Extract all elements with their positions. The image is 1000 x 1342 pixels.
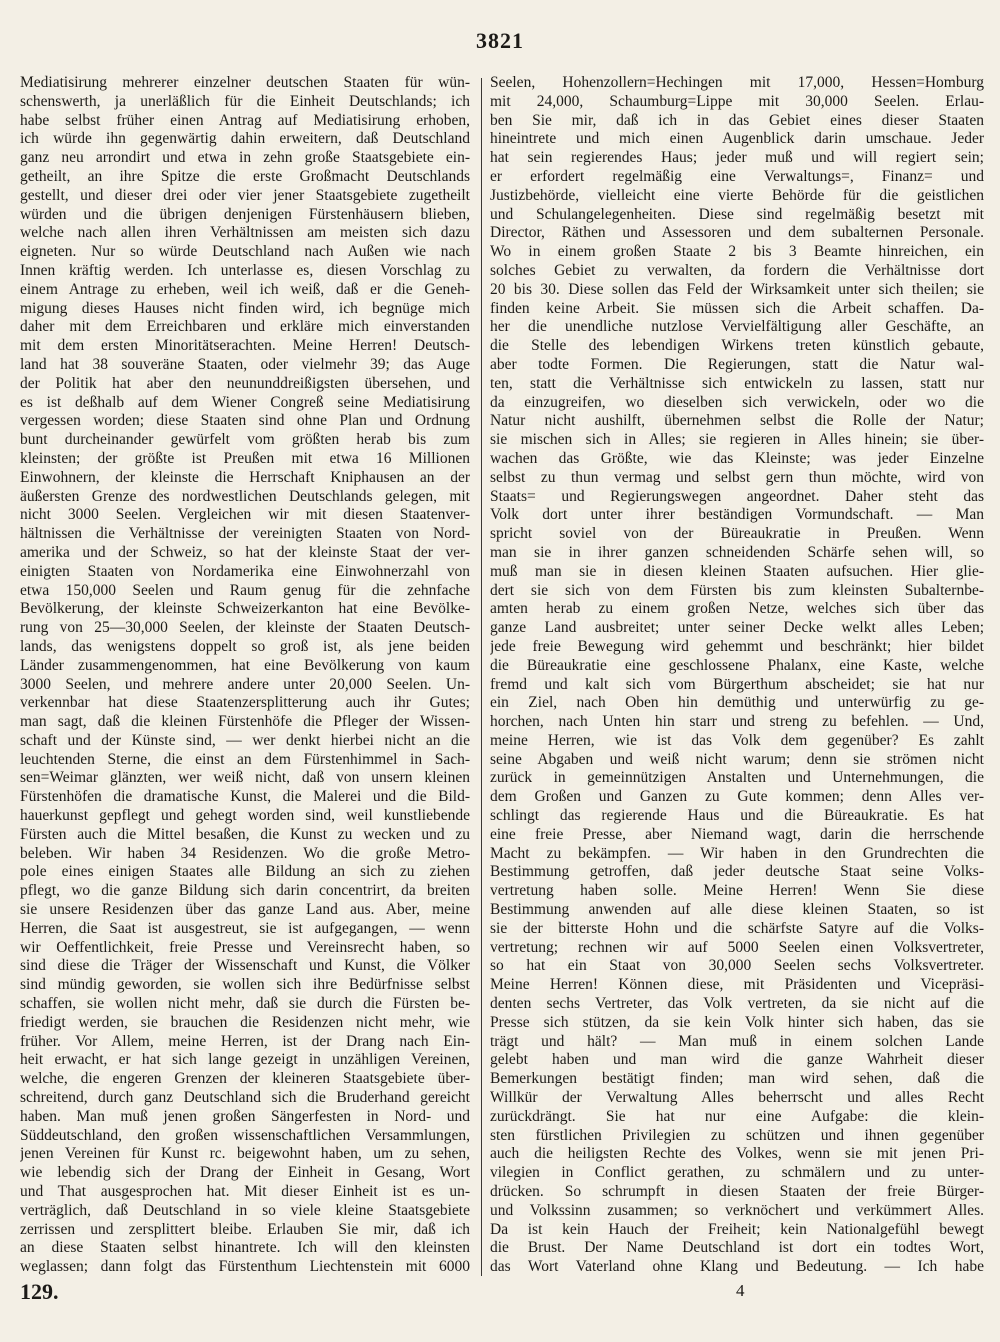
text-line: hauerkunst gepflegt und gehegt worden sind, weil kunstliebende xyxy=(20,807,470,825)
text-line: schlingt das regierende Haus und die Büreaukratie. Es hat xyxy=(490,807,984,825)
text-line: finden keine Arbeit. Sie müssen sich die Arbeit schaffen. Da- xyxy=(490,299,984,317)
text-line: vilegien in Conflict gerathen, zu schmälern und zu unter- xyxy=(490,1164,984,1182)
text-line: man sie in ihrer ganzen schneidenden Schärfe sehen will, so xyxy=(490,543,984,561)
text-line: rung von 25—30,000 Seelen, der kleinste der Staaten Deutsch- xyxy=(20,619,470,637)
text-line: sind diese die Träger der Wissenschaft und Kunst, die Völker xyxy=(20,957,470,975)
text-line: dem Großen und Ganzen zu Gute kommen; denn Alles ver- xyxy=(490,788,984,806)
text-line: Volk dort unter ihrer beständigen Vormundschaft. — Man xyxy=(490,506,984,524)
text-line: Innen kräftig werden. Ich unterlasse es, diesen Vorschlag zu xyxy=(20,261,470,279)
text-line: heit erwacht, er hat sich lange gezeigt in unzähligen Vereinen, xyxy=(20,1051,470,1069)
text-line: land hat 38 souveräne Staaten, oder vielmehr 39; das Auge xyxy=(20,355,470,373)
text-line: Macht zu bekämpfen. — Wir haben in den Grundrechten die xyxy=(490,844,984,862)
text-line: sten fürstlichen Privilegien zu schützen und ihnen gegenüber xyxy=(490,1126,984,1144)
text-line: schaffen, sie wollen nicht mehr, daß sie durch die Fürsten be- xyxy=(20,995,470,1013)
text-line: Bestimmung getroffen, daß jeder deutsche Staat seine Volks- xyxy=(490,863,984,881)
text-line: die Stelle des lebendigen Wirkens treten künstlich gebaute, xyxy=(490,337,984,355)
text-line: Justizbehörde, vielleicht eine vierte Behörde für die geistlichen xyxy=(490,186,984,204)
text-line: amerika und der Schweiz, so hat der kleinste Staat der ver- xyxy=(20,543,470,561)
text-line: pflegt, wo die ganze Bildung sich darin concentrirt, da breiten xyxy=(20,882,470,900)
text-line: nicht 3000 Seelen. Vergleichen wir mit diesen Staatenver- xyxy=(20,506,470,524)
text-line: trägt und hält? — Man muß in einem solchen Lande xyxy=(490,1032,984,1050)
text-line: Bevölkerung, der kleinste Schweizerkanton hat eine Bevölke- xyxy=(20,600,470,618)
text-line: würden und die übrigen denjenigen Fürstenhäusern blieben, xyxy=(20,205,470,223)
text-line: wir Oeffentlichkeit, freie Presse und Vereinsrecht haben, so xyxy=(20,938,470,956)
text-line: Director, Räthen und Assessoren und dem subalternen Personale. xyxy=(490,224,984,242)
text-line: mit 24,000, Schaumburg=Lippe mit 30,000 Seelen. Erlau- xyxy=(490,92,984,110)
text-line: solches Gebiet zu verwalten, da fordern die Verhältnisse dort xyxy=(490,261,984,279)
text-line: gelebt haben und man wird die ganze Wahrheit dieser xyxy=(490,1051,984,1069)
text-line: Natur nicht aushilft, übernehmen selbst die Rolle der Natur; xyxy=(490,412,984,430)
text-line: er erfordert regelmäßig eine Verwaltungs=, Finanz= und xyxy=(490,167,984,185)
text-line: lands, das wenigstens doppelt so groß ist, als jene beiden xyxy=(20,637,470,655)
text-line: eigneten. Nur so würde Deutschland nach Außen wie nach xyxy=(20,243,470,261)
text-line: pole eines einigen Staates alle Bildung an sich zu ziehen xyxy=(20,863,470,881)
text-line: vergessen worden; diese Staaten sind ohne Plan und Ordnung xyxy=(20,412,470,430)
text-line: mit dem ersten Minoritätserachten. Meine Herren! Deutsch- xyxy=(20,337,470,355)
sheet-signature: 129. xyxy=(20,1279,59,1304)
text-line: wie lebendig sich der Drang der Einheit in Gesang, Wort xyxy=(20,1164,470,1182)
text-line: ten, statt die Verhältnisse sich entwickeln zu lassen, statt nur xyxy=(490,374,984,392)
text-line: Süddeutschland, den großen wissenschaftlichen Versammlungen, xyxy=(20,1126,470,1144)
text-line: kleinsten; der größte ist Preußen mit etwa 16 Millionen xyxy=(20,449,470,467)
text-line: sie der bitterste Hohn und die schärfste Satyre auf die Volks- xyxy=(490,919,984,937)
text-line: ganze Land ausbreitet; unter seiner Decke welkt alles Leben; xyxy=(490,619,984,637)
text-line: selbst zu thun vermag und selbst gern thun möchte, wird von xyxy=(490,468,984,486)
text-line: drücken. So schrumpft in diesen Staaten der freie Bürger- xyxy=(490,1183,984,1201)
text-line: sind mündig geworden, sie wollen sich ihre Bedürfnisse selbst xyxy=(20,976,470,994)
text-line: verträglich, daß Deutschland in so viele kleine Staatsgebiete xyxy=(20,1201,470,1219)
text-line: hineintrete und mich einen Augenblick darin umschaue. Jeder xyxy=(490,130,984,148)
text-line: gestellt, und dieser drei oder vier jener Staatsgebiete zugetheilt xyxy=(20,186,470,204)
text-line: ein Ziel, nach Oben hin demüthig und unterwürfig zu ge- xyxy=(490,694,984,712)
text-line: und Volkssinn zusammen; so verknöchert und verkümmert Alles. xyxy=(490,1201,984,1219)
text-line: äußersten Grenze des nordwestlichen Deutschlands gelegen, mit xyxy=(20,487,470,505)
text-line: Fürstenhöfen die dramatische Kunst, die Malerei und die Bild- xyxy=(20,788,470,806)
text-line: spricht soviel von der Büreaukratie in Preußen. Wenn xyxy=(490,525,984,543)
text-line: das Wort Vaterland ohne Klang und Bedeutung. — Ich habe xyxy=(490,1258,984,1276)
text-line: leuchtenden Sterne, die einst an dem Fürstenhimmel in Sach- xyxy=(20,750,470,768)
left-column xyxy=(20,74,470,1277)
text-line: seine Abgaben und weiß nicht warum; denn sie strömen nicht xyxy=(490,750,984,768)
text-line: haben. Man muß jenen großen Sängerfesten in Nord- und xyxy=(20,1107,470,1125)
text-line: Herren, die Saat ist ausgestreut, sie ist aufgegangen, — wenn xyxy=(20,919,470,937)
text-line: an diese Staaten selbst hinantrete. Ich will den kleinsten xyxy=(20,1239,470,1257)
right-column xyxy=(490,74,984,1277)
text-line: die Büreaukratie eine geschlossene Phalanx, eine Kaste, welche xyxy=(490,656,984,674)
text-line: her die unendliche nutzlose Vervielfältigung aller Geschäfte, an xyxy=(490,318,984,336)
text-line: der Politik hat aber den neununddreißigsten übersehen, und xyxy=(20,374,470,392)
text-line: friedigt werden, sie brauchen die Residenzen nicht mehr, wie xyxy=(20,1013,470,1031)
text-line: Mediatisirung mehrerer einzelner deutschen Staaten für wün- xyxy=(20,74,470,91)
text-line: Bestimmung anwenden auf alle diese kleinen Staaten, so ist xyxy=(490,901,984,919)
text-line: sen=Weimar glänzten, wer weiß nicht, daß von unsern kleinen xyxy=(20,769,470,787)
text-line: muß man sie in diesen kleinen Staaten aufsuchen. Hier glie- xyxy=(490,562,984,580)
text-line: aber todte Formen. Die Regierungen, statt die Natur wal- xyxy=(490,355,984,373)
text-line: Meine Herren! Können diese, mit Präsidenten und Vicepräsi- xyxy=(490,976,984,994)
text-line: ich würde ihn gegenwärtig dahin erweitern, daß Deutschland xyxy=(20,130,470,148)
text-line: jede freie Bewegung wird gehemmt und beschränkt; hier bildet xyxy=(490,637,984,655)
text-line: Da ist kein Hauch der Freiheit; kein Nationalgefühl bewegt xyxy=(490,1220,984,1238)
text-line: habe selbst früher einen Antrag auf Mediatisirung erhoben, xyxy=(20,111,470,129)
text-line: man sagt, daß die kleinen Fürstenhöfe die Pfleger der Wissen- xyxy=(20,713,470,731)
text-line: horchen, nach Unten hin starr und streng zu befehlen. — Und, xyxy=(490,713,984,731)
text-line: weglassen; dann folgt das Fürstenthum Liechtenstein mit 6000 xyxy=(20,1258,470,1276)
text-line: wachen das Größte, wie das Kleinste; was jeder Einzelne xyxy=(490,449,984,467)
text-line: getheilt, an ihre Spitze die erste Großmacht Deutschlands xyxy=(20,167,470,185)
sheet-mark: 4 xyxy=(736,1281,745,1300)
text-line: und That ausgesprochen hat. Mit dieser Einheit ist es un- xyxy=(20,1183,470,1201)
text-line: amten herab zu einem großen Netze, welches sich über das xyxy=(490,600,984,618)
text-line: vertretung haben solle. Meine Herren! Wenn Sie diese xyxy=(490,882,984,900)
text-line: jenen Vereinen für Kunst rc. beigewohnt haben, um zu sehen, xyxy=(20,1145,470,1163)
text-line: sie mischen sich in Alles; sie regieren in Alles hinein; sie über- xyxy=(490,431,984,449)
text-line: hat sein regierendes Haus; jeder muß und will regiert sein; xyxy=(490,149,984,167)
text-line: einigten Staaten von Nordamerika eine Einwohnerzahl von xyxy=(20,562,470,580)
text-line: Seelen, Hohenzollern=Hechingen mit 17,000, Hessen=Homburg xyxy=(490,74,984,91)
text-line: die Brust. Der Name Deutschland ist dort ein todtes Wort, xyxy=(490,1239,984,1257)
text-line: migung dieses Hauses nicht finden wird, ich begnüge mich xyxy=(20,299,470,317)
text-line: denten sechs Vertreter, das Volk vertreten, da sie nicht auf die xyxy=(490,995,984,1013)
text-line: meine Herren, wie ist das Volk dem gegenüber? Es zahlt xyxy=(490,731,984,749)
text-line: zerrissen und zersplittert bleibe. Erlauben Sie mir, daß ich xyxy=(20,1220,470,1238)
text-line: es ist deßhalb auf dem Wiener Congreß seine Mediatisirung xyxy=(20,393,470,411)
text-line: hältnissen die Verhältnisse der vereinigten Staaten von Nord- xyxy=(20,525,470,543)
text-line: etwa 150,000 Seelen und Raum genug für die zehnfache xyxy=(20,581,470,599)
text-line: schreitend, durch ganz Deutschland sich die Bruderhand gereicht xyxy=(20,1089,470,1107)
text-line: schaft und der Künste sind, — wer denkt hierbei nicht an die xyxy=(20,731,470,749)
text-line: Staats= und Regierungswegen angeordnet. Daher steht das xyxy=(490,487,984,505)
text-line: verkennbar hat diese Staatenzersplitterung auch ihr Gutes; xyxy=(20,694,470,712)
column-divider xyxy=(481,78,482,1276)
text-line: ben Sie mir, daß ich in das Gebiet eines dieser Staaten xyxy=(490,111,984,129)
text-line: früher. Vor Allem, meine Herren, ist der Drang nach Ein- xyxy=(20,1032,470,1050)
text-line: fremd und kalt sich vom Bürgerthum abscheidet; sie hat nur xyxy=(490,675,984,693)
text-line: eine freie Presse, aber Niemand wagt, darin die herrschende xyxy=(490,825,984,843)
text-line: daher mit dem Erreichbaren und erkläre mich einverstanden xyxy=(20,318,470,336)
text-line: vertretung; rechnen wir auf 5000 Seelen einen Volksvertreter, xyxy=(490,938,984,956)
text-line: Einwohnern, der kleinste die Herrschaft Kniphausen an der xyxy=(20,468,470,486)
text-line: dert sie sich von dem Fürsten bis zum kleinsten Subalternbe- xyxy=(490,581,984,599)
text-line: da einzugreifen, wo dieselben sich verwickeln, oder wo die xyxy=(490,393,984,411)
text-line: welche, die engeren Grenzen der kleineren Staatsgebiete über- xyxy=(20,1070,470,1088)
text-line: 3000 Seelen, und mehrere andere unter 20,000 Seelen. Un- xyxy=(20,675,470,693)
text-line: 20 bis 30. Diese sollen das Feld der Wirksamkeit unter sich theilen; sie xyxy=(490,280,984,298)
text-line: Fürsten auch die Mittel besaßen, die Kunst zu wecken und zu xyxy=(20,825,470,843)
text-line: Länder zusammengenommen, hat eine Bevölkerung von kaum xyxy=(20,656,470,674)
text-line: Bemerkungen bestätigt finden; man wird sehen, daß die xyxy=(490,1070,984,1088)
text-line: Wo in einem großen Staate 2 bis 3 Beamte hinreichen, ein xyxy=(490,243,984,261)
text-line: welche nach allen ihren Verhältnissen am meisten sich dazu xyxy=(20,224,470,242)
text-line: einem Antrage zu erheben, weil ich weiß, daß er die Geneh- xyxy=(20,280,470,298)
text-line: Presse sich stützen, da sie kein Volk hinter sich haben, das sie xyxy=(490,1013,984,1031)
page-number: 3821 xyxy=(476,28,524,53)
text-line: auch die heiligsten Rechte des Volkes, wenn sie mit jenen Pri- xyxy=(490,1145,984,1163)
text-line: so hat ein Staat von 30,000 Seelen sechs Volksvertreter. xyxy=(490,957,984,975)
text-line: Willkür der Verwaltung Alles beherrscht und alles Recht xyxy=(490,1089,984,1107)
text-line: sie unsere Residenzen über das ganze Land aus. Aber, meine xyxy=(20,901,470,919)
text-line: zurückdrängt. Sie hat nur eine Aufgabe: die klein- xyxy=(490,1107,984,1125)
text-line: beleben. Wir haben 34 Residenzen. Wo die große Metro- xyxy=(20,844,470,862)
text-line: bunt durcheinander gewürfelt vom größten herab bis zum xyxy=(20,431,470,449)
text-line: ganz neu arrondirt und etwa in zehn große Staatsgebiete ein- xyxy=(20,149,470,167)
text-line: schenswerth, ja unerläßlich für die Einheit Deutschlands; ich xyxy=(20,92,470,110)
text-line: zurück in gemeinnützigen Anstalten und Unternehmungen, die xyxy=(490,769,984,787)
text-line: und Schulangelegenheiten. Diese sind regelmäßig besetzt mit xyxy=(490,205,984,223)
